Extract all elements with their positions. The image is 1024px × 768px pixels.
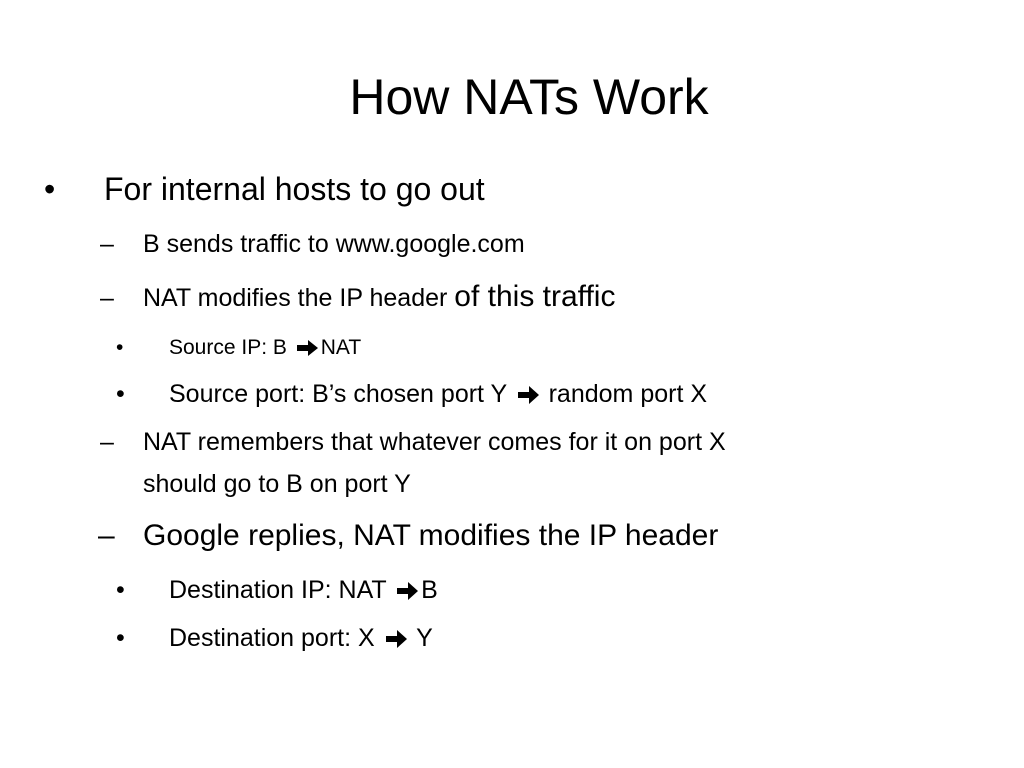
sub-bullet-nat-modifies-part-a: NAT modifies the IP header	[143, 284, 455, 312]
item-source-port-part-a: Source port: B’s chosen port Y	[169, 380, 514, 408]
sub-bullet-b-sends-traffic: B sends traffic to www.google.com	[143, 230, 525, 258]
dash-marker: –	[100, 230, 114, 258]
dash-marker: –	[98, 519, 115, 552]
dash-marker: –	[100, 284, 114, 312]
item-source-ip-part-a: Source IP: B	[169, 336, 293, 359]
sub-bullet-google-replies: Google replies, NAT modifies the IP header	[143, 519, 719, 552]
bullet-marker: •	[44, 171, 56, 207]
item-destination-port	[169, 624, 433, 653]
right-arrow-icon	[397, 581, 419, 601]
sub-bullet-nat-modifies-part-b: of this traffic	[454, 280, 616, 313]
sub-bullet-nat-remembers-line-2: should go to B on port Y	[143, 470, 411, 498]
sub-bullet-nat-remembers-line-1: NAT remembers that whatever comes for it on port X	[143, 428, 726, 456]
right-arrow-icon	[297, 339, 319, 357]
item-source-ip-part-b: NAT	[320, 336, 362, 359]
item-source-port-part-b: random port X	[541, 380, 708, 408]
bullet-marker: •	[116, 336, 124, 359]
item-destination-ip-part-a: Destination IP: NAT	[169, 576, 394, 604]
item-source-port	[169, 380, 707, 409]
dash-marker: –	[100, 428, 114, 456]
slide-title: How NATs Work	[349, 69, 709, 125]
item-destination-ip	[169, 576, 438, 605]
item-destination-port-part-a: Destination port: X	[169, 624, 382, 652]
bullet-marker: •	[116, 624, 125, 652]
sub-bullet-nat-modifies	[143, 280, 615, 314]
item-destination-port-part-b: Y	[409, 624, 433, 652]
right-arrow-icon	[518, 385, 540, 405]
bullet-marker: •	[116, 380, 125, 408]
bullet-marker: •	[116, 576, 125, 604]
right-arrow-icon	[386, 629, 408, 649]
item-destination-ip-part-b: B	[421, 576, 438, 604]
item-source-ip	[169, 336, 361, 360]
bullet-text-internal-hosts: For internal hosts to go out	[104, 171, 485, 207]
